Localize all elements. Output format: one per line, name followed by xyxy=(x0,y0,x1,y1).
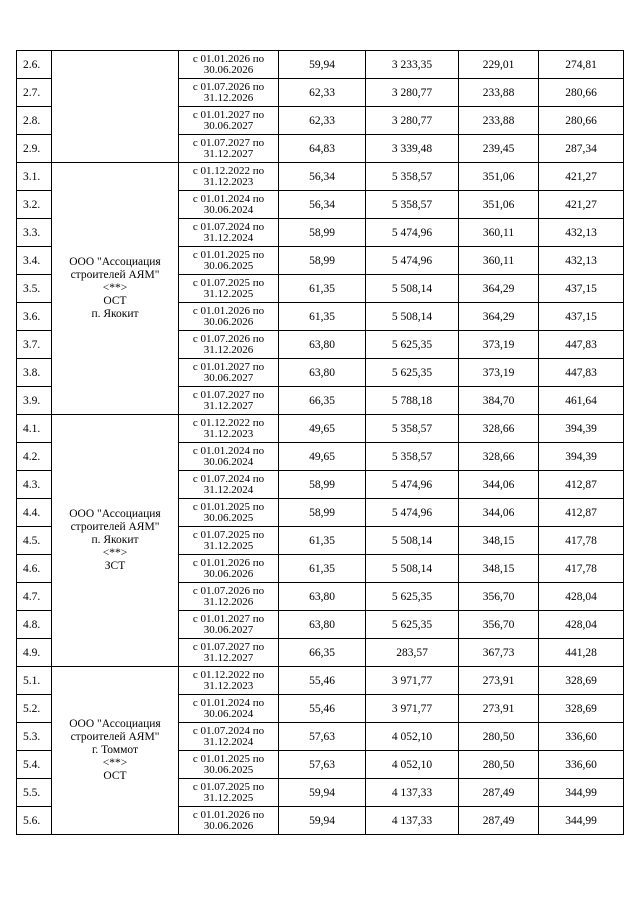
row-number: 3.6. xyxy=(17,303,52,331)
value-cell-c1: 61,35 xyxy=(279,555,366,583)
row-number: 4.6. xyxy=(17,555,52,583)
period-line: 31.12.2024 xyxy=(203,483,254,496)
value-cell-c2: 5 625,35 xyxy=(366,359,459,387)
organization-line: <**> xyxy=(102,547,128,559)
period-line: с 01.12.2022 по xyxy=(192,668,265,681)
period-line: с 01.01.2027 по xyxy=(192,108,265,121)
organization-line: п. Якокит xyxy=(91,308,139,320)
value-cell-c1: 58,99 xyxy=(279,219,366,247)
value-cell-c3: 344,06 xyxy=(459,471,539,499)
value-cell-c2: 5 508,14 xyxy=(366,275,459,303)
value-cell-c4: 441,28 xyxy=(539,639,624,667)
period-line: с 01.12.2022 по xyxy=(192,164,265,177)
period-line: с 01.07.2026 по xyxy=(192,332,265,345)
value-cell-c3: 384,70 xyxy=(459,387,539,415)
row-number: 5.2. xyxy=(17,695,52,723)
value-cell-c1: 58,99 xyxy=(279,471,366,499)
period-line: с 01.01.2025 по xyxy=(192,248,265,261)
period-cell xyxy=(179,303,279,331)
row-number: 3.2. xyxy=(17,191,52,219)
value-cell-c2: 3 971,77 xyxy=(366,667,459,695)
value-cell-c2: 5 508,14 xyxy=(366,555,459,583)
period-line: 30.06.2024 xyxy=(203,203,254,216)
period-cell xyxy=(179,107,279,135)
period-line: с 01.07.2024 по xyxy=(192,472,265,485)
row-number: 5.1. xyxy=(17,667,52,695)
value-cell-c2: 3 971,77 xyxy=(366,695,459,723)
table-row xyxy=(17,667,624,695)
value-cell-c1: 59,94 xyxy=(279,779,366,807)
period-line: 31.12.2026 xyxy=(203,91,254,104)
row-number: 2.7. xyxy=(17,79,52,107)
period-cell xyxy=(179,527,279,555)
period-cell xyxy=(179,639,279,667)
period-line: 30.06.2025 xyxy=(203,763,254,776)
row-number: 3.7. xyxy=(17,331,52,359)
value-cell-c4: 280,66 xyxy=(539,107,624,135)
value-cell-c4: 412,87 xyxy=(539,471,624,499)
value-cell-c1: 57,63 xyxy=(279,723,366,751)
value-cell-c2: 5 474,96 xyxy=(366,247,459,275)
value-cell-c2: 4 052,10 xyxy=(366,751,459,779)
period-cell xyxy=(179,667,279,695)
period-line: 30.06.2024 xyxy=(203,707,254,720)
period-line: с 01.07.2026 по xyxy=(192,584,265,597)
value-cell-c3: 273,91 xyxy=(459,695,539,723)
value-cell-c4: 432,13 xyxy=(539,247,624,275)
value-cell-c3: 348,15 xyxy=(459,527,539,555)
period-line: 30.06.2026 xyxy=(203,315,254,328)
value-cell-c4: 421,27 xyxy=(539,191,624,219)
period-line: с 01.01.2026 по xyxy=(192,52,265,65)
value-cell-c4: 447,83 xyxy=(539,359,624,387)
value-cell-c4: 412,87 xyxy=(539,499,624,527)
value-cell-c4: 437,15 xyxy=(539,275,624,303)
value-cell-c2: 4 137,33 xyxy=(366,779,459,807)
period-line: 31.12.2025 xyxy=(203,287,254,300)
value-cell-c3: 273,91 xyxy=(459,667,539,695)
value-cell-c3: 233,88 xyxy=(459,79,539,107)
row-number: 4.1. xyxy=(17,415,52,443)
value-cell-c2: 283,57 xyxy=(366,639,459,667)
row-number: 5.5. xyxy=(17,779,52,807)
organization-line: строителей АЯМ" xyxy=(70,269,160,281)
organization-cell xyxy=(52,667,179,835)
value-cell-c1: 49,65 xyxy=(279,443,366,471)
tariff-table-body xyxy=(17,51,624,835)
organization-line: ООО "Ассоциация xyxy=(69,718,161,730)
value-cell-c4: 421,27 xyxy=(539,163,624,191)
value-cell-c1: 58,99 xyxy=(279,247,366,275)
organization-line: ООО "Ассоциация xyxy=(69,256,161,268)
row-number: 2.9. xyxy=(17,135,52,163)
value-cell-c1: 63,80 xyxy=(279,583,366,611)
value-cell-c2: 5 625,35 xyxy=(366,611,459,639)
value-cell-c3: 360,11 xyxy=(459,219,539,247)
value-cell-c2: 3 339,48 xyxy=(366,135,459,163)
value-cell-c1: 55,46 xyxy=(279,695,366,723)
value-cell-c1: 66,35 xyxy=(279,387,366,415)
period-line: 31.12.2024 xyxy=(203,231,254,244)
period-line: 30.06.2026 xyxy=(203,819,254,832)
period-line: с 01.01.2025 по xyxy=(192,500,265,513)
period-line: 31.12.2023 xyxy=(203,679,254,692)
value-cell-c1: 66,35 xyxy=(279,639,366,667)
row-number: 3.5. xyxy=(17,275,52,303)
row-number: 3.3. xyxy=(17,219,52,247)
value-cell-c4: 328,69 xyxy=(539,695,624,723)
period-cell xyxy=(179,723,279,751)
value-cell-c2: 5 625,35 xyxy=(366,583,459,611)
period-line: с 01.07.2027 по xyxy=(192,388,265,401)
value-cell-c3: 373,19 xyxy=(459,331,539,359)
value-cell-c2: 3 280,77 xyxy=(366,107,459,135)
value-cell-c1: 49,65 xyxy=(279,415,366,443)
value-cell-c4: 428,04 xyxy=(539,583,624,611)
value-cell-c3: 364,29 xyxy=(459,275,539,303)
value-cell-c3: 364,29 xyxy=(459,303,539,331)
period-cell xyxy=(179,191,279,219)
period-cell xyxy=(179,555,279,583)
value-cell-c1: 63,80 xyxy=(279,359,366,387)
value-cell-c4: 336,60 xyxy=(539,751,624,779)
period-cell xyxy=(179,79,279,107)
organization-line: <**> xyxy=(102,282,128,294)
period-line: 31.12.2027 xyxy=(203,651,254,664)
value-cell-c2: 4 052,10 xyxy=(366,723,459,751)
period-line: 31.12.2024 xyxy=(203,735,254,748)
organization-line: ОСТ xyxy=(103,770,127,782)
table-row xyxy=(17,163,624,191)
organization-cell xyxy=(52,163,179,415)
value-cell-c2: 3 280,77 xyxy=(366,79,459,107)
value-cell-c1: 59,94 xyxy=(279,807,366,835)
table-row xyxy=(17,415,624,443)
organization-cell xyxy=(52,415,179,667)
value-cell-c1: 63,80 xyxy=(279,611,366,639)
period-line: 30.06.2027 xyxy=(203,371,254,384)
value-cell-c4: 461,64 xyxy=(539,387,624,415)
row-number: 2.8. xyxy=(17,107,52,135)
period-line: 31.12.2023 xyxy=(203,175,254,188)
value-cell-c1: 56,34 xyxy=(279,163,366,191)
tariff-table xyxy=(16,50,624,835)
value-cell-c2: 3 233,35 xyxy=(366,51,459,79)
organization-line: ЗСТ xyxy=(104,560,126,572)
value-cell-c3: 351,06 xyxy=(459,163,539,191)
value-cell-c2: 5 474,96 xyxy=(366,219,459,247)
period-line: с 01.01.2026 по xyxy=(192,808,265,821)
period-line: 30.06.2024 xyxy=(203,455,254,468)
value-cell-c1: 57,63 xyxy=(279,751,366,779)
period-line: с 01.01.2027 по xyxy=(192,360,265,373)
value-cell-c4: 274,81 xyxy=(539,51,624,79)
organization-cell xyxy=(52,51,179,163)
value-cell-c4: 417,78 xyxy=(539,527,624,555)
value-cell-c3: 367,73 xyxy=(459,639,539,667)
organization-line: строителей АЯМ" xyxy=(70,521,160,533)
value-cell-c2: 5 625,35 xyxy=(366,331,459,359)
value-cell-c2: 5 474,96 xyxy=(366,471,459,499)
period-line: с 01.01.2024 по xyxy=(192,444,265,457)
period-cell xyxy=(179,51,279,79)
value-cell-c4: 344,99 xyxy=(539,807,624,835)
period-cell xyxy=(179,751,279,779)
organization-line: п. Якокит xyxy=(91,534,139,546)
period-cell xyxy=(179,163,279,191)
value-cell-c4: 447,83 xyxy=(539,331,624,359)
row-number: 3.4. xyxy=(17,247,52,275)
row-number: 4.3. xyxy=(17,471,52,499)
period-line: с 01.01.2026 по xyxy=(192,304,265,317)
value-cell-c3: 360,11 xyxy=(459,247,539,275)
value-cell-c1: 59,94 xyxy=(279,51,366,79)
period-cell xyxy=(179,135,279,163)
period-cell xyxy=(179,415,279,443)
period-line: с 01.01.2024 по xyxy=(192,192,265,205)
period-cell xyxy=(179,331,279,359)
value-cell-c2: 5 358,57 xyxy=(366,443,459,471)
row-number: 4.2. xyxy=(17,443,52,471)
value-cell-c3: 328,66 xyxy=(459,443,539,471)
value-cell-c1: 64,83 xyxy=(279,135,366,163)
period-line: с 01.07.2024 по xyxy=(192,724,265,737)
value-cell-c4: 280,66 xyxy=(539,79,624,107)
value-cell-c3: 280,50 xyxy=(459,751,539,779)
period-cell xyxy=(179,219,279,247)
period-line: с 01.01.2024 по xyxy=(192,696,265,709)
value-cell-c3: 356,70 xyxy=(459,583,539,611)
period-line: 30.06.2026 xyxy=(203,567,254,580)
period-line: с 01.07.2026 по xyxy=(192,80,265,93)
row-number: 3.9. xyxy=(17,387,52,415)
value-cell-c2: 4 137,33 xyxy=(366,807,459,835)
value-cell-c3: 356,70 xyxy=(459,611,539,639)
value-cell-c2: 5 474,96 xyxy=(366,499,459,527)
period-cell xyxy=(179,443,279,471)
value-cell-c1: 63,80 xyxy=(279,331,366,359)
organization-line: <**> xyxy=(102,757,128,769)
value-cell-c3: 348,15 xyxy=(459,555,539,583)
period-line: с 01.07.2027 по xyxy=(192,640,265,653)
period-line: с 01.01.2025 по xyxy=(192,752,265,765)
value-cell-c1: 62,33 xyxy=(279,107,366,135)
value-cell-c4: 417,78 xyxy=(539,555,624,583)
value-cell-c4: 344,99 xyxy=(539,779,624,807)
value-cell-c4: 437,15 xyxy=(539,303,624,331)
value-cell-c4: 432,13 xyxy=(539,219,624,247)
value-cell-c2: 5 358,57 xyxy=(366,191,459,219)
row-number: 5.4. xyxy=(17,751,52,779)
period-cell xyxy=(179,695,279,723)
value-cell-c3: 280,50 xyxy=(459,723,539,751)
period-line: с 01.01.2027 по xyxy=(192,612,265,625)
row-number: 5.6. xyxy=(17,807,52,835)
organization-line: ОСТ xyxy=(103,295,127,307)
period-line: с 01.01.2026 по xyxy=(192,556,265,569)
value-cell-c1: 61,35 xyxy=(279,275,366,303)
row-number: 4.4. xyxy=(17,499,52,527)
value-cell-c1: 62,33 xyxy=(279,79,366,107)
value-cell-c2: 5 788,18 xyxy=(366,387,459,415)
value-cell-c4: 394,39 xyxy=(539,415,624,443)
period-line: с 01.07.2025 по xyxy=(192,528,265,541)
value-cell-c3: 233,88 xyxy=(459,107,539,135)
period-cell xyxy=(179,611,279,639)
period-line: 30.06.2025 xyxy=(203,259,254,272)
period-line: 30.06.2025 xyxy=(203,511,254,524)
value-cell-c2: 5 508,14 xyxy=(366,527,459,555)
value-cell-c4: 394,39 xyxy=(539,443,624,471)
period-cell xyxy=(179,275,279,303)
row-number: 3.8. xyxy=(17,359,52,387)
value-cell-c1: 55,46 xyxy=(279,667,366,695)
value-cell-c1: 58,99 xyxy=(279,499,366,527)
row-number: 4.8. xyxy=(17,611,52,639)
value-cell-c1: 61,35 xyxy=(279,303,366,331)
table-row xyxy=(17,51,624,79)
period-line: 31.12.2027 xyxy=(203,399,254,412)
period-line: 31.12.2025 xyxy=(203,791,254,804)
period-line: 30.06.2026 xyxy=(203,63,254,76)
period-line: 31.12.2026 xyxy=(203,595,254,608)
period-line: с 01.07.2025 по xyxy=(192,780,265,793)
period-line: 31.12.2023 xyxy=(203,427,254,440)
organization-line: ООО "Ассоциация xyxy=(69,508,161,520)
value-cell-c2: 5 358,57 xyxy=(366,163,459,191)
row-number: 4.7. xyxy=(17,583,52,611)
value-cell-c2: 5 358,57 xyxy=(366,415,459,443)
period-cell xyxy=(179,583,279,611)
value-cell-c1: 56,34 xyxy=(279,191,366,219)
row-number: 4.5. xyxy=(17,527,52,555)
period-line: 31.12.2026 xyxy=(203,343,254,356)
value-cell-c3: 351,06 xyxy=(459,191,539,219)
period-cell xyxy=(179,807,279,835)
period-line: 30.06.2027 xyxy=(203,623,254,636)
value-cell-c1: 61,35 xyxy=(279,527,366,555)
period-cell xyxy=(179,779,279,807)
organization-line: строителей АЯМ" xyxy=(70,731,160,743)
value-cell-c4: 287,34 xyxy=(539,135,624,163)
period-line: 31.12.2025 xyxy=(203,539,254,552)
value-cell-c4: 336,60 xyxy=(539,723,624,751)
value-cell-c3: 287,49 xyxy=(459,779,539,807)
value-cell-c3: 373,19 xyxy=(459,359,539,387)
value-cell-c2: 5 508,14 xyxy=(366,303,459,331)
period-cell xyxy=(179,387,279,415)
row-number: 2.6. xyxy=(17,51,52,79)
period-cell xyxy=(179,359,279,387)
row-number: 5.3. xyxy=(17,723,52,751)
value-cell-c3: 229,01 xyxy=(459,51,539,79)
period-cell xyxy=(179,499,279,527)
value-cell-c3: 344,06 xyxy=(459,499,539,527)
value-cell-c3: 328,66 xyxy=(459,415,539,443)
value-cell-c3: 287,49 xyxy=(459,807,539,835)
row-number: 4.9. xyxy=(17,639,52,667)
value-cell-c4: 328,69 xyxy=(539,667,624,695)
period-line: с 01.12.2022 по xyxy=(192,416,265,429)
period-line: с 01.07.2024 по xyxy=(192,220,265,233)
value-cell-c3: 239,45 xyxy=(459,135,539,163)
period-line: 31.12.2027 xyxy=(203,147,254,160)
row-number: 3.1. xyxy=(17,163,52,191)
period-line: с 01.07.2025 по xyxy=(192,276,265,289)
period-line: 30.06.2027 xyxy=(203,119,254,132)
period-line: с 01.07.2027 по xyxy=(192,136,265,149)
period-cell xyxy=(179,247,279,275)
organization-line: г. Томмот xyxy=(91,744,139,756)
value-cell-c4: 428,04 xyxy=(539,611,624,639)
period-cell xyxy=(179,471,279,499)
